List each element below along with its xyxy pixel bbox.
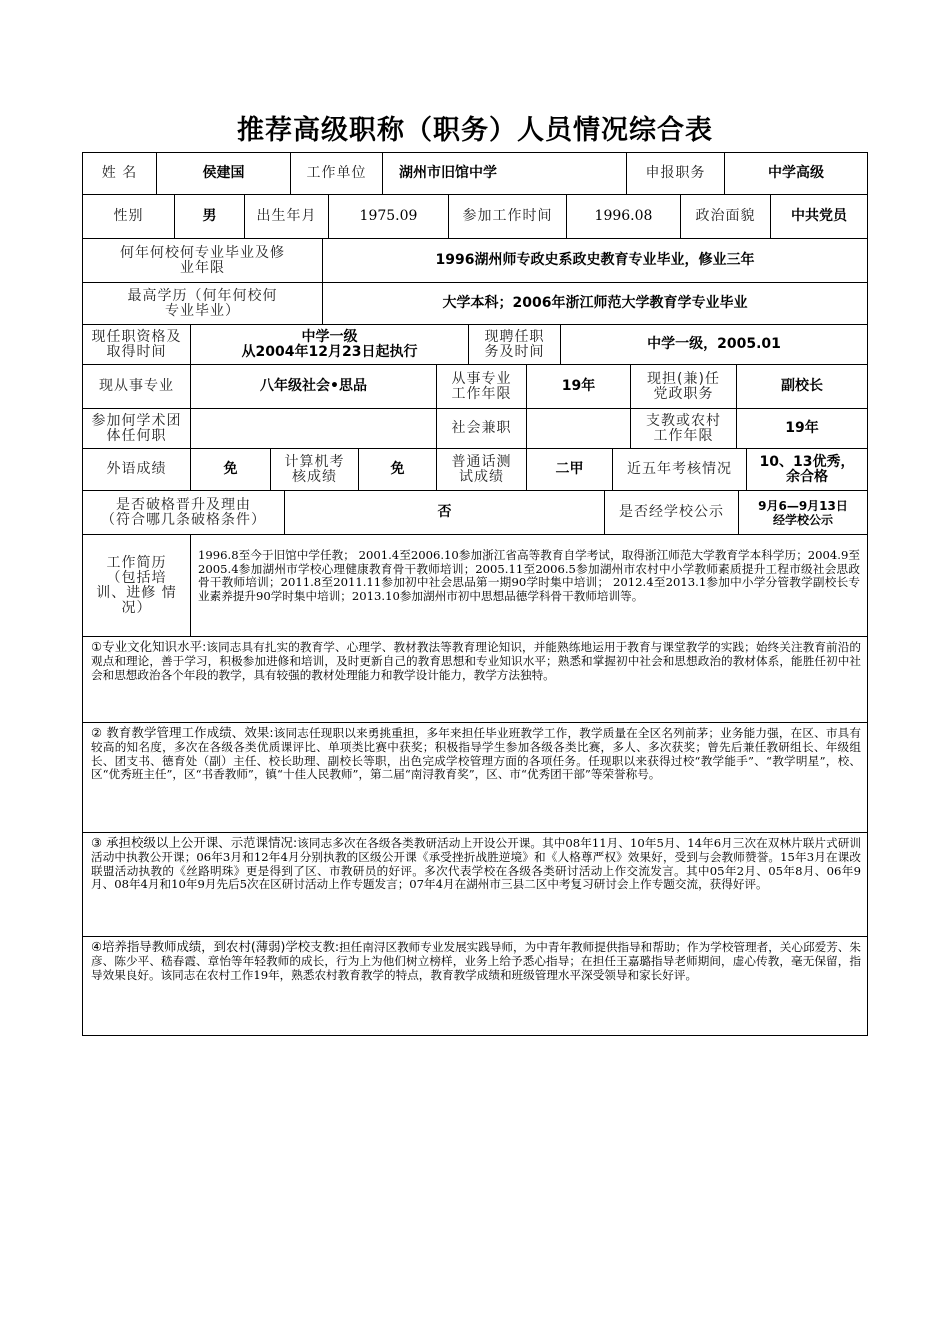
rural-years-label: 支教或农村工作年限 xyxy=(631,409,737,449)
section-open-classes-text: 该同志多次在各级各类教研活动上开设公开课。其中08年11月、10年5月、14年6月三次在双林片联片式研训活动中执教公开课；06年3月和12年4月分别执教的区级公开课《承受挫折战胜逆境》和《人格尊严权》效果好，受到与会教师赞誉。15年3月在课改联盟活动执教的《丝路明珠》更是得到了区、市教研员的好评。多次代表学校在各级各类研讨活动上作交流发言。其中05年2月、05年8月、06年9月、08年4月和10年9月先后5次在区研讨活动上作专题发言；07年4月在湖州市三县二区中考复习研讨会上作专题交流，获得好评。 xyxy=(91,836,861,892)
computer-value: 免 xyxy=(359,449,437,491)
language-label: 外语成绩 xyxy=(83,449,191,491)
academic-assoc-value xyxy=(191,409,437,449)
assessment-value: 10、13优秀，余合格 xyxy=(747,449,867,491)
qualification-value xyxy=(191,325,469,365)
publicity-label: 是否经学校公示 xyxy=(605,491,739,535)
summary-table xyxy=(82,152,868,1036)
gender-label: 性别 xyxy=(83,195,175,239)
graduation-label: 何年何校何专业毕业及修业年限 xyxy=(83,239,323,283)
highest-edu-value: 大学本科；2006年浙江师范大学教育学专业毕业 xyxy=(323,283,867,325)
section-knowledge-text: 该同志具有扎实的教育学、心理学、教材教法等教育理论知识，并能熟练地运用于教育与课堂教学的实践；始终关注教育前沿的观点和理论，善于学习，积极参加进修和培训，及时更新自己的教育思想和专业知识水平；熟悉和掌握初中社会和思想政治的教材体系，能胜任初中社会和思想政治各个年段的教学，具有较强的教材处理能力和教学设计能力，教学方法独特。 xyxy=(91,640,861,682)
section-open-classes-heading: ③ 承担校级以上公开课、示范课情况: xyxy=(91,835,298,850)
resume-text: 1996.8至今于旧馆中学任教； 2001.4至2006.10参加浙江省高等教育自学考试，取得浙江师范大学教育学本科学历；2004.9至2005.4参加湖州市学校心理健康教育骨干教师培训；2005.11至2006.5参加湖州市农村中小学教师素质提升工程市级社会思政骨干教师培训；2011.8至2011.11参加初中社会思品第一期90学时集中培训； 2012.4至2013.1参加中小学分管教学副校长专业素养提升90学时集中培训；2013.10参加湖州市初中思想品德学科骨干教师培训等。 xyxy=(191,535,867,637)
major-value: 八年级社会•思品 xyxy=(191,365,437,409)
rural-years-value: 19年 xyxy=(737,409,867,449)
section-mentoring-text: 担任南浔区教师专业发展实践导师，为中青年教师提供指导和帮助；作为学校管理者，关心邱爱芳、朱彦、陈少平、嵇春霞、章怡等年轻教师的成长，行为上为他们树立榜样，业务上给予悉心指导；在担任王嘉璐指导老师期间，虚心传教，毫无保留，指导效果良好。该同志在农村工作19年，熟悉农村教育教学的特点，教育教学成绩和班级管理水平深受领导和家长好评。 xyxy=(91,940,861,982)
exceptional-promotion-label xyxy=(83,491,285,535)
social-value xyxy=(527,409,631,449)
mandarin-label: 普通话测试成绩 xyxy=(437,449,527,491)
name-value: 侯建国 xyxy=(157,153,291,195)
gender-value: 男 xyxy=(175,195,245,239)
graduation-value: 1996湖州师专政史系政史教育专业毕业，修业三年 xyxy=(323,239,867,283)
work-start-value: 1996.08 xyxy=(567,195,681,239)
section-mentoring-heading: ④培养指导教师成绩，到农村(薄弱)学校支教: xyxy=(91,939,340,954)
qualification-label: 现任职资格及取得时间 xyxy=(83,325,191,365)
section-teaching-management-heading: ② 教育教学管理工作成绩、效果: xyxy=(91,725,274,740)
section-open-classes xyxy=(83,833,867,937)
qualification-line-1: 中学一级 xyxy=(301,328,358,345)
work-start-label: 参加工作时间 xyxy=(449,195,567,239)
assessment-label: 近五年考核情况 xyxy=(613,449,747,491)
computer-label: 计算机考核成绩 xyxy=(271,449,359,491)
academic-assoc-label: 参加何学术团体任何职 xyxy=(83,409,191,449)
language-value: 免 xyxy=(191,449,271,491)
section-knowledge-heading: ①专业文化知识水平: xyxy=(91,639,207,654)
mandarin-value: 二甲 xyxy=(527,449,613,491)
exceptional-promotion-label-1: 是否破格晋升及理由 xyxy=(116,496,251,513)
hire-label: 现聘任职务及时间 xyxy=(469,325,561,365)
birth-value: 1975.09 xyxy=(329,195,449,239)
form-title: 推荐高级职称（职务）人员情况综合表 xyxy=(237,115,713,146)
exceptional-promotion-label-2: （符合哪几条破格条件） xyxy=(101,511,266,528)
publicity-value: 9月6—9月13日经学校公示 xyxy=(739,491,867,535)
highest-edu-label: 最高学历（何年何校何专业毕业） xyxy=(83,283,323,325)
unit-label: 工作单位 xyxy=(291,153,383,195)
post-label: 申报职务 xyxy=(627,153,725,195)
post-value: 中学高级 xyxy=(725,153,867,195)
name-label: 姓 名 xyxy=(83,153,157,195)
birth-label: 出生年月 xyxy=(245,195,329,239)
section-knowledge xyxy=(83,637,867,723)
party-value: 中共党员 xyxy=(771,195,867,239)
major-years-label: 从事专业工作年限 xyxy=(437,365,527,409)
unit-value: 湖州市旧馆中学 xyxy=(383,153,627,195)
section-mentoring xyxy=(83,937,867,1035)
hire-value: 中学一级，2005.01 xyxy=(561,325,867,365)
party-post-value: 副校长 xyxy=(737,365,867,409)
resume-label: 工作简历（包括培训、进修 情 况） xyxy=(83,535,191,637)
section-teaching-management xyxy=(83,723,867,833)
exceptional-promotion-value: 否 xyxy=(285,491,605,535)
party-post-label: 现担(兼)任党政职务 xyxy=(631,365,737,409)
party-label: 政治面貌 xyxy=(681,195,771,239)
major-years-value: 19年 xyxy=(527,365,631,409)
qualification-line-2: 从2004年12月23日起执行 xyxy=(241,343,418,360)
section-teaching-management-text: 该同志任现职以来勇挑重担，多年来担任毕业班教学工作，教学质量在全区名列前茅；业务能力强，在区、市具有较高的知名度，多次在各级各类优质课评比、单项类比赛中获奖；积极指导学生参加各级各类比赛，多人、多次获奖；曾先后兼任教研组长、年级组长、团支书、德育处（副）主任、校长助理、副校长等职，出色完成学校管理方面的各项任务。任现职以来获得过校“教学能手”、“教学明星”，校、区“优秀班主任”，区“书香教师”，镇“十佳人民教师”，第二届“南浔教育奖”，区、市“优秀团干部”等荣誉称号。 xyxy=(91,726,861,782)
major-label: 现从事专业 xyxy=(83,365,191,409)
social-label: 社会兼职 xyxy=(437,409,527,449)
